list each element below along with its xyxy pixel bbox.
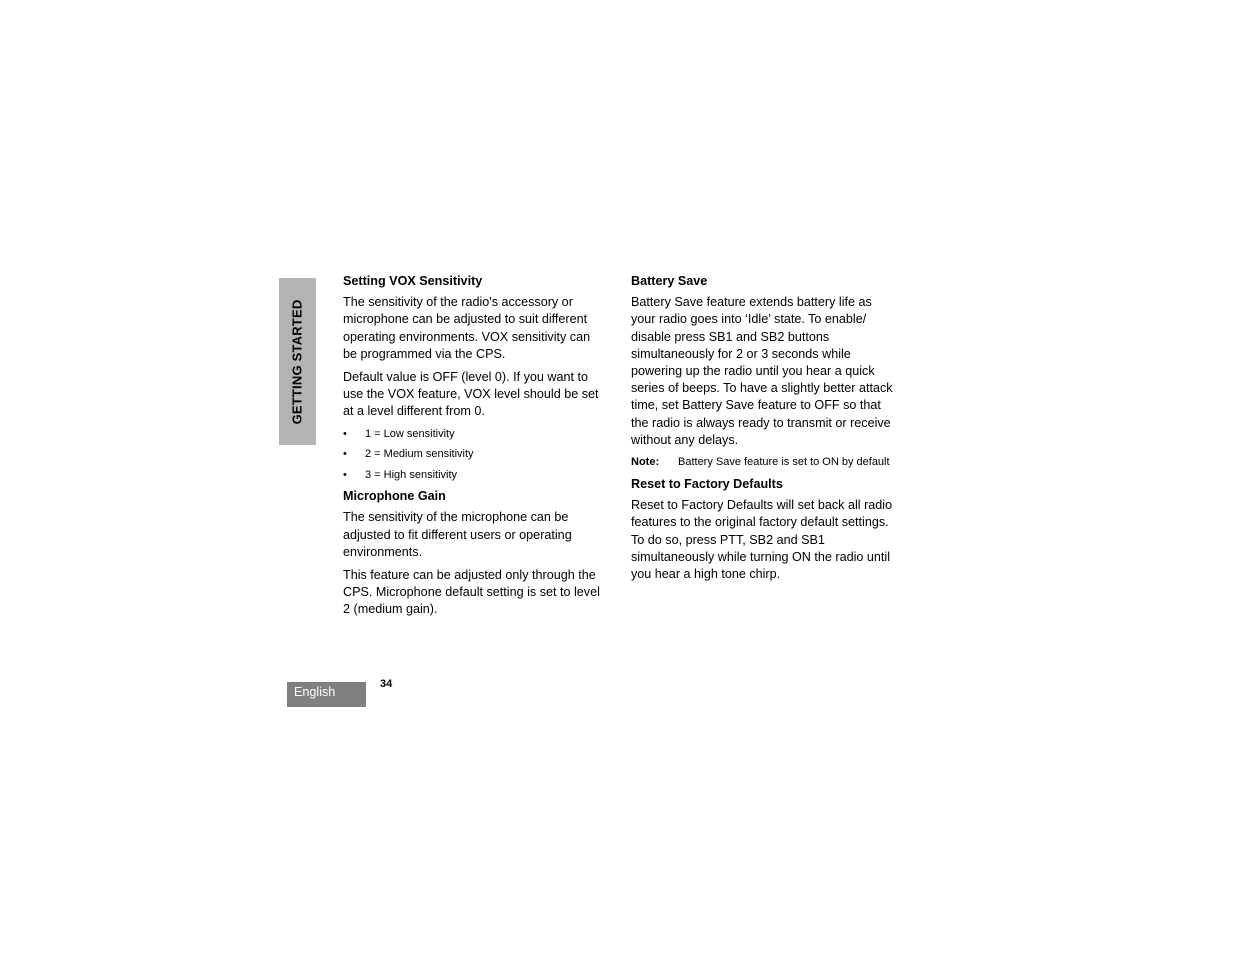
page-number: 34 <box>380 678 393 690</box>
mic-gain-heading: Microphone Gain <box>343 489 446 504</box>
section-tab-label: GETTING STARTED <box>289 299 305 425</box>
battery-save-heading: Battery Save <box>631 274 708 288</box>
bullet-icon: • <box>343 427 347 440</box>
mic-gain-paragraph-1: The sensitivity of the microphone can be adjusted to fit different users or operating environments. <box>343 510 572 559</box>
factory-reset-section <box>631 476 893 583</box>
vox-paragraph-1: The sensitivity of the radio's accessory or microphone can be adjusted to suit different operating environments. VOX sensitivity can be programmed via the CPS. <box>343 295 591 361</box>
vox-level-list <box>343 427 605 482</box>
battery-save-section <box>631 273 893 469</box>
note-text: Battery Save feature is set to ON by default <box>678 456 890 469</box>
right-column <box>631 273 893 589</box>
bullet-icon: • <box>343 468 347 481</box>
mic-gain-paragraph-2: This feature can be adjusted only through the CPS. Microphone default setting is set to level 2 (medium gain). <box>343 567 600 617</box>
list-item <box>343 427 605 441</box>
section-tab <box>279 278 316 445</box>
language-badge: English <box>287 682 366 707</box>
bullet-icon: • <box>343 448 347 461</box>
list-item <box>343 468 605 482</box>
vox-paragraph-2: Default value is OFF (level 0). If you want to use the VOX feature, VOX level should be set at a level different from 0. <box>343 370 599 419</box>
factory-reset-heading: Reset to Factory Defaults <box>631 477 783 492</box>
vox-heading: Setting VOX Sensitivity <box>343 274 483 288</box>
battery-save-paragraph: Battery Save feature extends battery life as your radio goes into ‘Idle’ state. To enable/ disable press SB1 and SB2 buttons simultaneously for 2 or 3 seconds while powering up the radio until you hear a quick series of beeps. To have a slightly better attack time, set Battery Save feature to OFF so that the radio is always ready to transmit or receive without any delays. <box>631 295 893 447</box>
battery-save-note <box>631 455 893 469</box>
microphone-gain-section <box>343 488 605 618</box>
list-item-text: 3 = High sensitivity <box>365 468 458 481</box>
list-item-text: 2 = Medium sensitivity <box>365 448 474 461</box>
list-item-text: 1 = Low sensitivity <box>365 427 455 440</box>
left-column <box>343 273 605 625</box>
list-item <box>343 447 605 461</box>
vox-sensitivity-section <box>343 273 605 482</box>
note-label: Note: <box>631 456 660 469</box>
factory-reset-paragraph: Reset to Factory Defaults will set back all radio features to the original factory default settings. To do so, press PTT, SB2 and SB1 simultaneously while turning ON the radio until you hear a high tone chirp. <box>631 498 893 582</box>
